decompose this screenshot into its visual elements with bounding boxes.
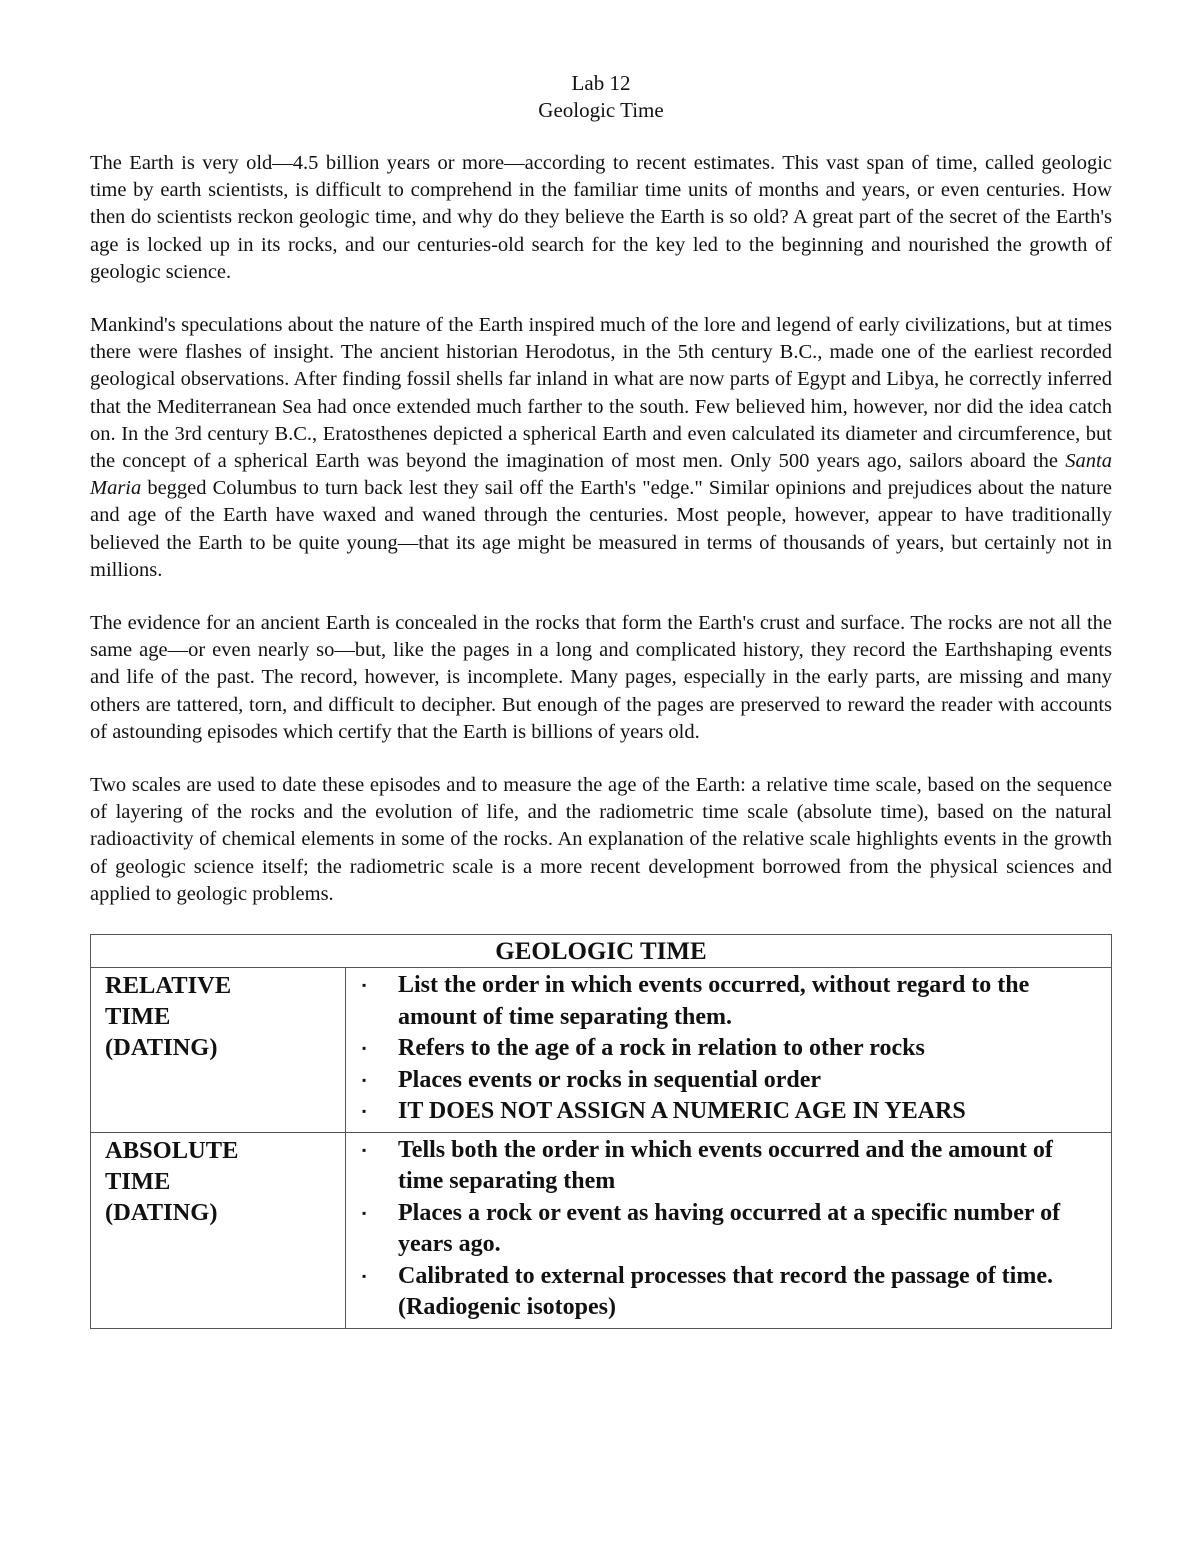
lab-title: Geologic Time (538, 98, 664, 122)
list-item-text: Places a rock or event as having occurred at a specific number of years ago. (398, 1199, 1061, 1258)
table-heading-row (91, 935, 1112, 968)
square-bullet-icon: ▪ (362, 1205, 367, 1220)
title-block (90, 70, 1112, 124)
paragraph-2-part-2: begged Columbus to turn back lest they sail off the Earth's "edge." Similar opinions and prejudices about the nature and age of the Earth have waxed and waned through the centuries. Most people, however, appear to have traditionally believed the Earth to be quite young—that its age might be measured in terms of thousands of years, but certainly not in millions. (90, 477, 1112, 581)
document-page (90, 70, 1112, 1329)
term-line: (DATING) (105, 1034, 218, 1062)
paragraph-4: Two scales are used to date these episodes and to measure the age of the Earth: a relative time scale, based on the sequence of layering of the rocks and the evolution of life, and the radiometric time scale (absolute time), based on the natural radioactivity of chemical elements in some of the rocks. An explanation of the relative scale highlights events in the growth of geologic science itself; the radiometric scale is a more recent development borrowed from the physical sciences and applied to geologic problems. (90, 774, 1112, 905)
square-bullet-icon: ▪ (362, 1142, 367, 1157)
list-item (360, 1096, 1097, 1128)
absolute-time-definitions (346, 1132, 1112, 1328)
list-item-text: Refers to the age of a rock in relation to other rocks (398, 1035, 925, 1062)
square-bullet-icon: ▪ (362, 1072, 367, 1087)
list-item-text: Calibrated to external processes that record the passage of time. (Radiogenic isotopes) (398, 1262, 1053, 1321)
term-line: (DATING) (105, 1198, 218, 1226)
table-row-relative (91, 968, 1112, 1133)
list-item (360, 1033, 1097, 1065)
lab-number: Lab 12 (571, 71, 631, 95)
relative-time-bullet-list (360, 970, 1097, 1128)
absolute-time-bullet-list (360, 1135, 1097, 1324)
relative-time-definitions (346, 968, 1112, 1133)
paragraph-2-part-1: Mankind's speculations about the nature of the Earth inspired much of the lore and legend of early civilizations, but at times there were flashes of insight. The ancient historian Herodotus, in the 5th century B.C., made one of the earliest recorded geological observations. After finding fossil shells far inland in what are now parts of Egypt and Libya, he correctly inferred that the Mediterranean Sea had once extended much farther to the south. Few believed him, however, nor did the idea catch on. In the 3rd century B.C., Eratosthenes depicted a spherical Earth and even calculated its diameter and circumference, but the concept of a spherical Earth was beyond the imagination of most men. Only 500 years ago, sailors aboard the (90, 314, 1112, 473)
term-line: TIME (105, 1003, 171, 1031)
geologic-time-table (90, 934, 1112, 1329)
list-item-text: Tells both the order in which events occurred and the amount of time separating them (398, 1136, 1053, 1195)
square-bullet-icon: ▪ (362, 1041, 367, 1056)
term-line: TIME (105, 1167, 171, 1195)
list-item (360, 1261, 1097, 1324)
absolute-time-term (91, 1132, 346, 1328)
ship-name-italic: Santa Maria (90, 450, 1112, 500)
list-item-text: Places events or rocks in sequential order (398, 1066, 822, 1093)
square-bullet-icon: ▪ (362, 978, 367, 993)
square-bullet-icon: ▪ (362, 1104, 367, 1119)
relative-time-term (91, 968, 346, 1133)
list-item-text: List the order in which events occurred, without regard to the amount of time separating them. (398, 972, 1030, 1030)
list-item (360, 1065, 1097, 1097)
list-item-text: IT DOES NOT ASSIGN A NUMERIC AGE IN YEARS (398, 1098, 966, 1125)
table-heading: GEOLOGIC TIME (91, 935, 1112, 968)
list-item (360, 970, 1097, 1033)
table-row-absolute (91, 1132, 1112, 1328)
list-item (360, 1135, 1097, 1198)
term-line: ABSOLUTE (105, 1136, 239, 1164)
paragraph-2 (90, 312, 1112, 584)
list-item (360, 1198, 1097, 1261)
term-line: RELATIVE (105, 972, 232, 1000)
square-bullet-icon: ▪ (362, 1268, 367, 1283)
paragraph-1: The Earth is very old—4.5 billion years or more—according to recent estimates. This vast span of time, called geologic time by earth scientists, is difficult to comprehend in the familiar time units of months and years, or even centuries. How then do scientists reckon geologic time, and why do they believe the Earth is so old? A great part of the secret of the Earth's age is locked up in its rocks, and our centuries-old search for the key led to the beginning and nourished the growth of geologic science. (90, 152, 1112, 283)
paragraph-3: The evidence for an ancient Earth is concealed in the rocks that form the Earth's crust and surface. The rocks are not all the same age—or even nearly so—but, like the pages in a long and complicated history, they record the Earthshaping events and life of the past. The record, however, is incomplete. Many pages, especially in the early parts, are missing and many others are tattered, torn, and difficult to decipher. But enough of the pages are preserved to reward the reader with accounts of astounding episodes which certify that the Earth is billions of years old. (90, 612, 1112, 743)
